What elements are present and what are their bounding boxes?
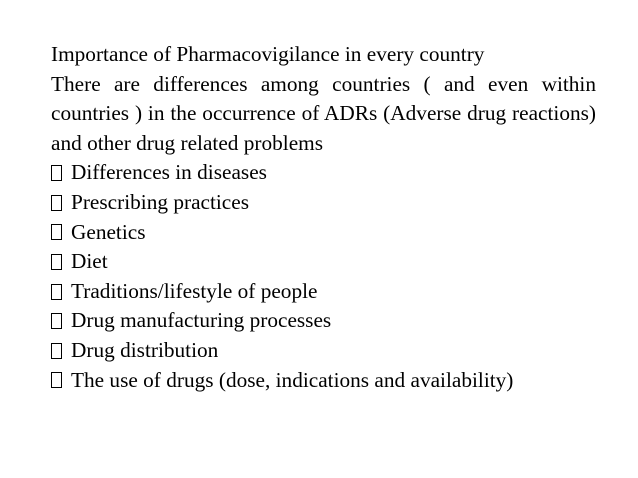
list-item (51, 218, 596, 248)
list-item-text: The use of drugs (dose, indications and availability) (71, 367, 514, 392)
missing-glyph-box-icon (51, 195, 62, 211)
list-item-text: Traditions/lifestyle of people (71, 278, 318, 303)
list-item-text: Prescribing practices (71, 189, 249, 214)
list-item-text: Diet (71, 249, 108, 274)
missing-glyph-box-icon (51, 224, 62, 240)
missing-glyph-box-icon (51, 284, 62, 300)
missing-glyph-box-icon (51, 372, 62, 388)
missing-glyph-box-icon (51, 254, 62, 270)
missing-glyph-box-icon (51, 313, 62, 329)
list-item (51, 277, 596, 307)
list-item-text: Differences in diseases (71, 160, 267, 185)
list-item (51, 336, 596, 366)
list-item (51, 247, 596, 277)
list-item (51, 366, 596, 396)
missing-glyph-box-icon (51, 165, 62, 181)
slide-heading: Importance of Pharmacovigilance in every country (51, 42, 485, 66)
list-item (51, 158, 596, 188)
list-item-text: Drug distribution (71, 337, 219, 362)
list-item-text: Genetics (71, 219, 146, 244)
bullet-list (51, 158, 596, 395)
slide-content (51, 40, 596, 395)
list-item (51, 188, 596, 218)
missing-glyph-box-icon (51, 343, 62, 359)
list-item (51, 306, 596, 336)
list-item-text: Drug manufacturing processes (71, 308, 332, 333)
intro-paragraph: There are differences among countries ( and even within countries ) in the occurrence of ADRs (Adverse drug reactions) and other drug related problems (51, 71, 596, 155)
